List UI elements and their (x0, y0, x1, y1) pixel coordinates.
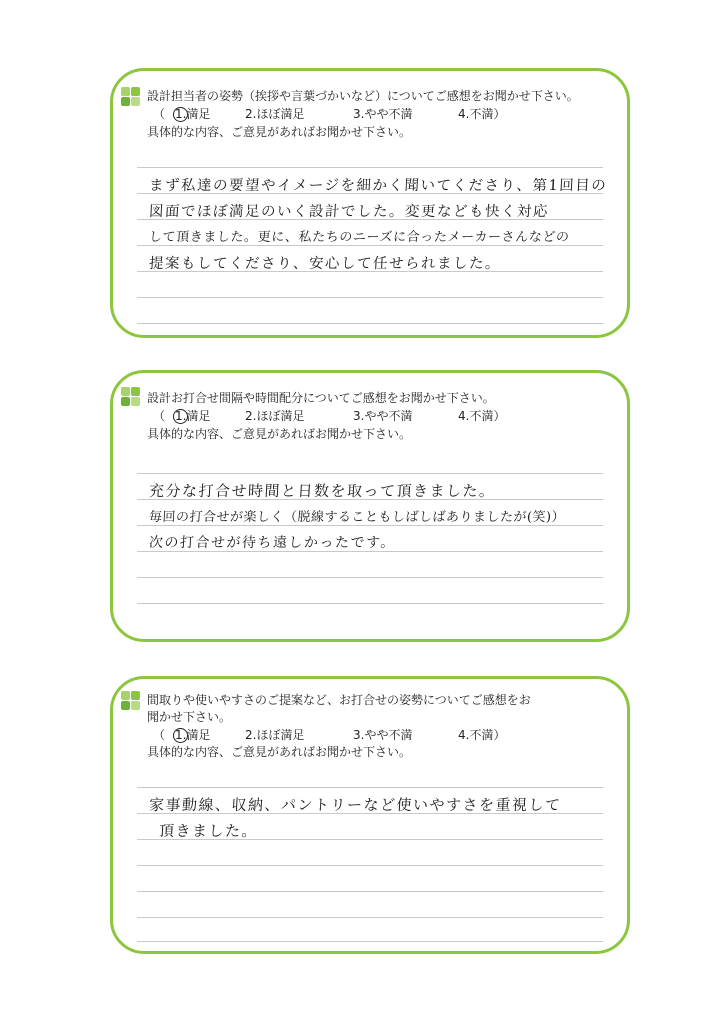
answer-rule (137, 473, 603, 474)
open-paren: （ (153, 409, 166, 423)
question-text: 間取りや使いやすさのご提案など、お打合せの姿勢についてご感想をお (147, 693, 531, 707)
answer-rule (137, 787, 603, 788)
detail-prompt: 具体的な内容、ご意見があればお聞かせ下さい。 (147, 125, 412, 139)
detail-prompt: 具体的な内容、ご意見があればお聞かせ下さい。 (147, 427, 412, 441)
question-text: 設計お打合せ間隔や時間配分についてご感想をお聞かせ下さい。 (147, 391, 495, 405)
answer-rule (137, 525, 603, 526)
answer-rule (137, 603, 603, 604)
survey-card-2 (110, 370, 630, 642)
handwritten-answer-line: 毎回の打合せが楽しく（脱線することもしばしばありましたが(笑)） (148, 510, 566, 525)
open-paren: （ (153, 107, 166, 121)
question-text: 設計担当者の姿勢（挨拶や言葉づかいなど）についてご感想をお聞かせ下さい。 (147, 89, 579, 103)
detail-prompt: 具体的な内容、ご意見があればお聞かせ下さい。 (147, 745, 412, 759)
rating-options (153, 107, 533, 122)
survey-card-3 (110, 676, 630, 954)
selected-circle-mark (173, 107, 188, 122)
handwritten-answer-line: 頂きました。 (158, 822, 259, 840)
handwritten-answer-line: 充分な打合せ時間と日数を取って頂きました。 (148, 482, 496, 500)
option-2[interactable]: 2.ほぼ満足 (245, 728, 305, 742)
handwritten-answer-line: して頂きました。更に、私たちのニーズに合ったメーカーさんなどの (148, 230, 570, 245)
rating-options (153, 409, 533, 424)
option-4[interactable]: 4.不満） (458, 107, 506, 121)
clover-logo-icon (121, 691, 141, 711)
clover-logo-icon (121, 87, 141, 107)
survey-card-1 (110, 68, 630, 338)
clover-logo-icon (121, 387, 141, 407)
option-1[interactable]: 1.満足 (175, 728, 211, 742)
option-1[interactable]: 1.満足 (175, 107, 211, 121)
handwritten-answer-line: まず私達の要望やイメージを細かく聞いてくださり、第1回目の (148, 178, 608, 194)
option-2[interactable]: 2.ほぼ満足 (245, 107, 305, 121)
answer-rule (137, 297, 603, 298)
open-paren: （ (153, 728, 166, 742)
option-3[interactable]: 3.やや不満 (353, 107, 413, 121)
handwritten-answer-line: 提案もしてくださり、安心して任せられました。 (148, 256, 502, 272)
option-3[interactable]: 3.やや不満 (353, 728, 413, 742)
handwritten-answer-line: 家事動線、収納、パントリーなど使いやすさを重視して (148, 796, 562, 814)
question-text-continued: 聞かせ下さい。 (147, 710, 232, 724)
answer-rule (137, 865, 603, 866)
answer-rule (137, 245, 603, 246)
answer-rule (137, 323, 603, 324)
handwritten-answer-line: 次の打合せが待ち遠しかったです。 (148, 535, 397, 551)
answer-rule (137, 167, 603, 168)
option-4[interactable]: 4.不満） (458, 728, 506, 742)
selected-circle-mark (173, 728, 188, 743)
option-1[interactable]: 1.満足 (175, 409, 211, 423)
answer-rule (137, 917, 603, 918)
selected-circle-mark (173, 409, 188, 424)
answer-rule (137, 577, 603, 578)
option-3[interactable]: 3.やや不満 (353, 409, 413, 423)
rating-options (153, 728, 533, 743)
option-4[interactable]: 4.不満） (458, 409, 506, 423)
answer-rule (137, 891, 603, 892)
handwritten-answer-line: 図面でほぼ満足のいく設計でした。変更なども快く対応 (148, 204, 550, 220)
answer-rule (137, 941, 603, 942)
option-2[interactable]: 2.ほぼ満足 (245, 409, 305, 423)
